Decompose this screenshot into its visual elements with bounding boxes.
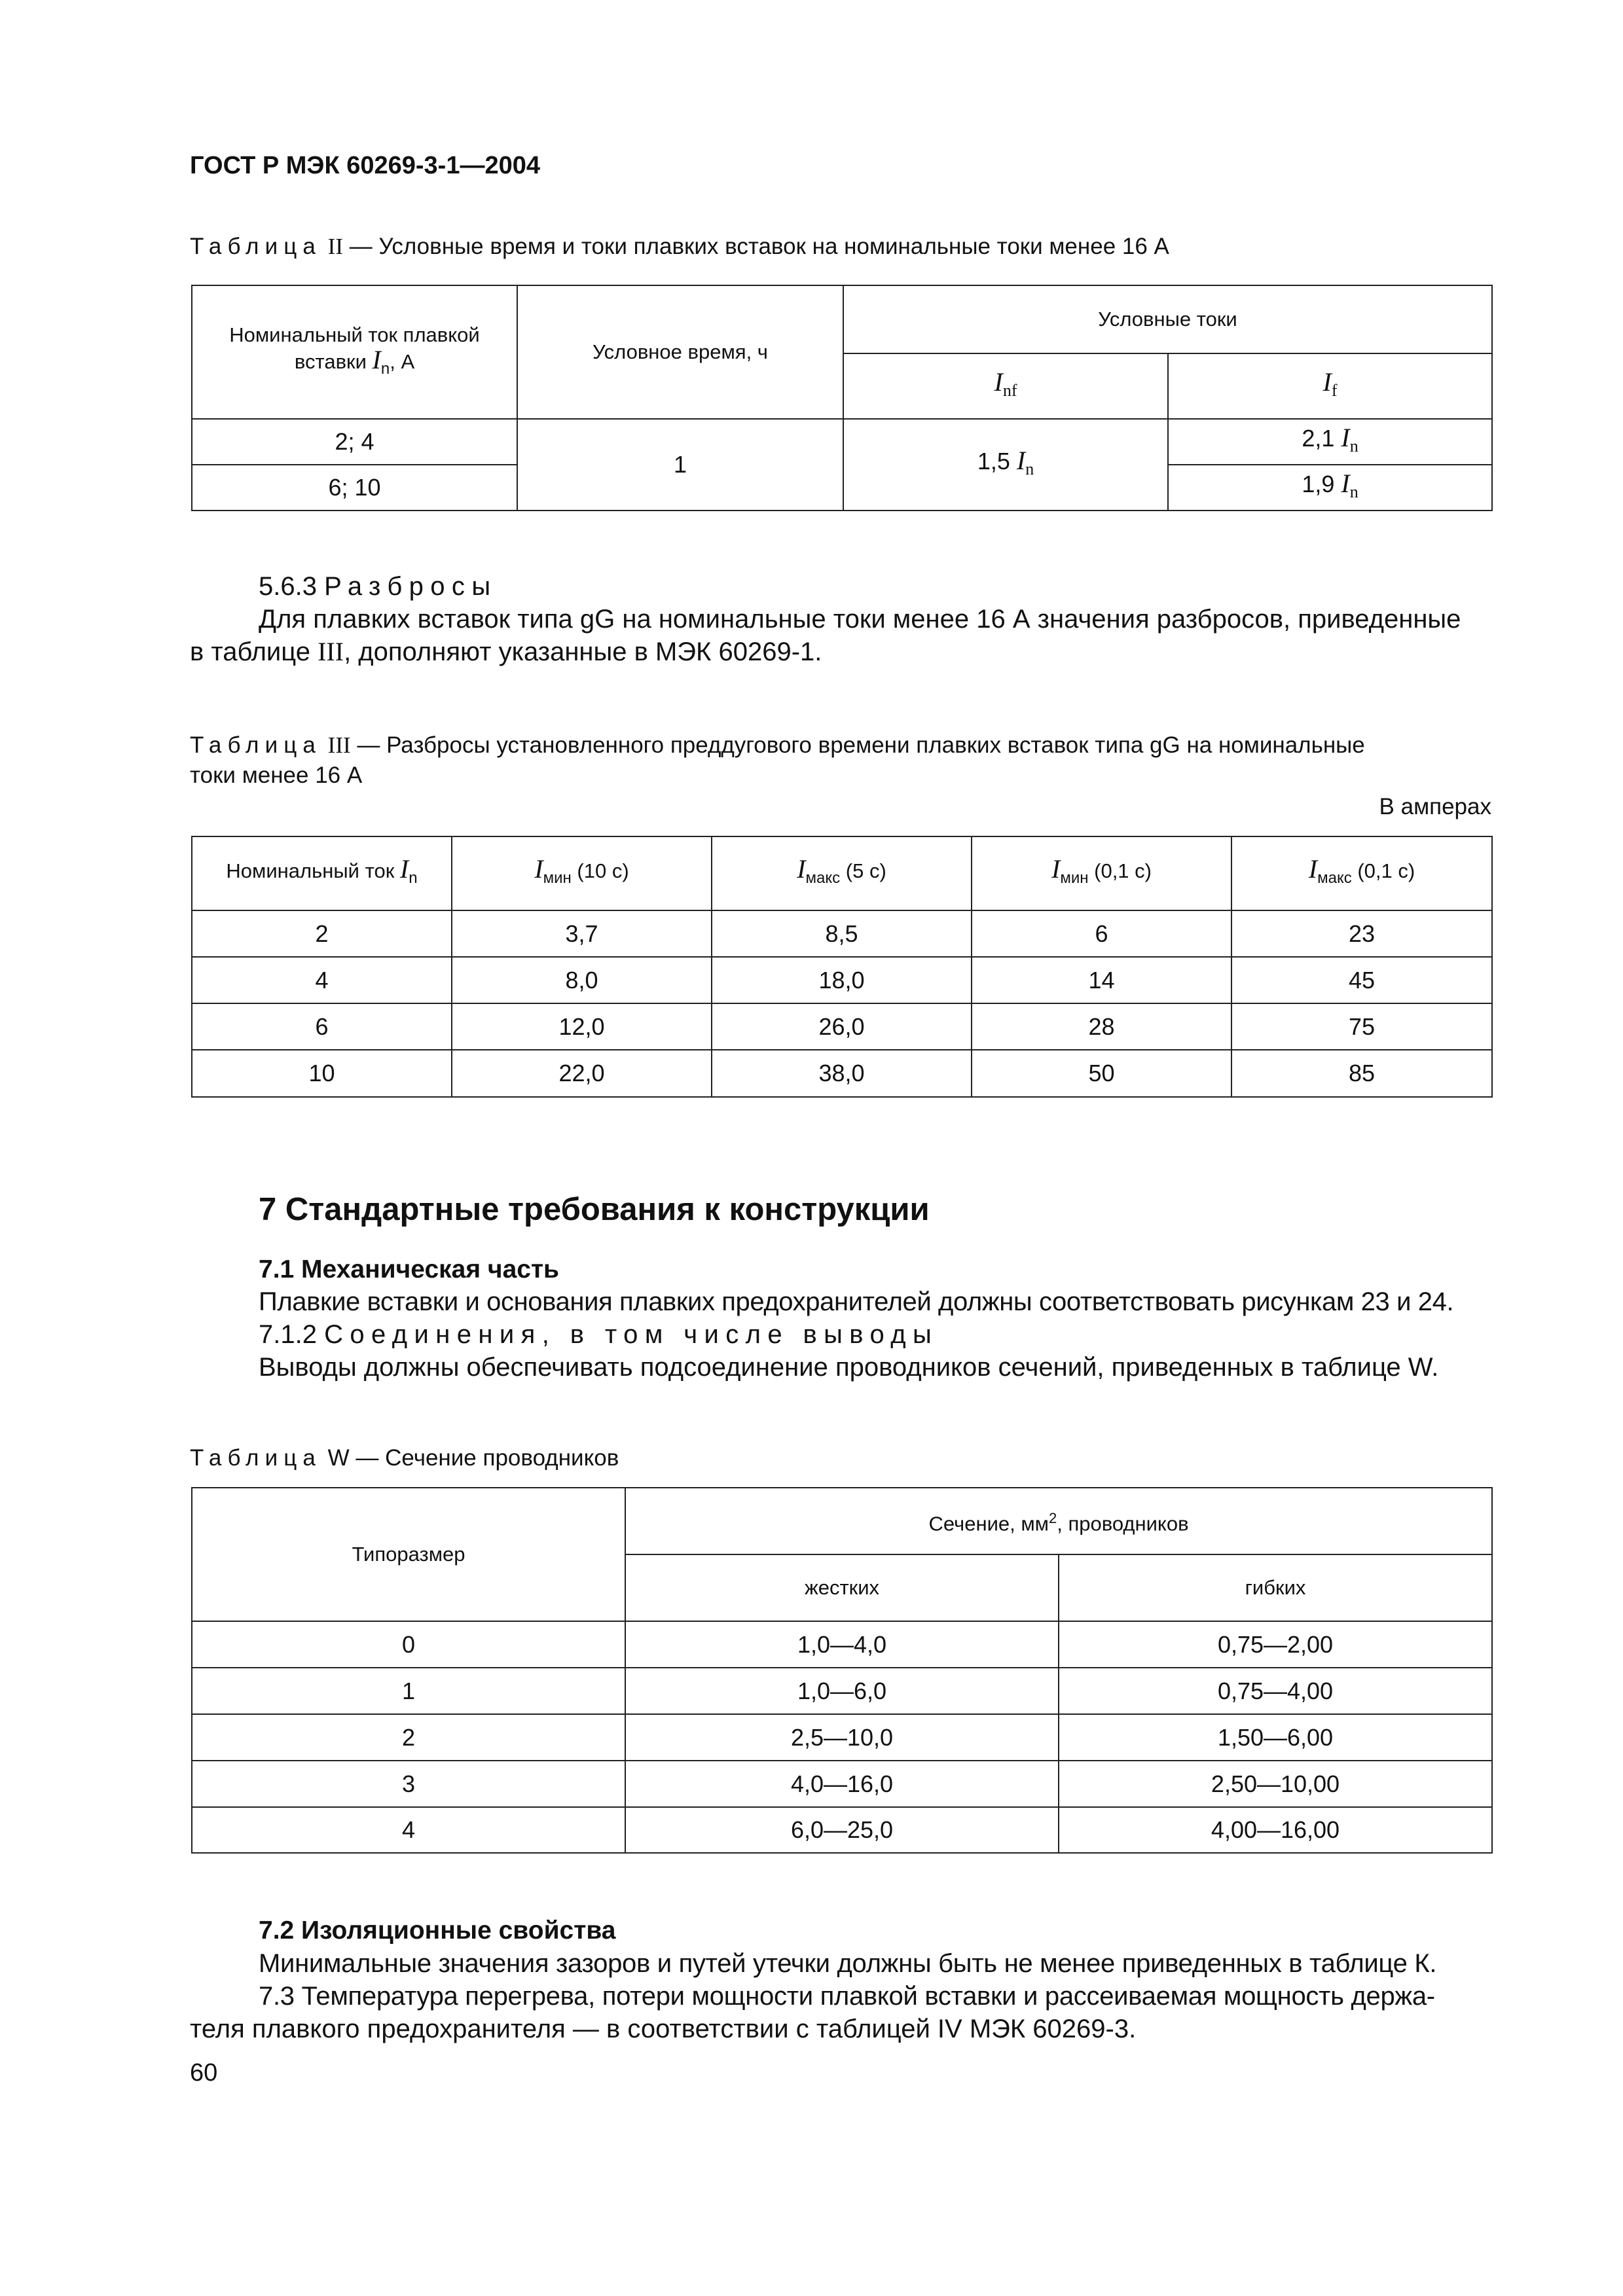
section-7-1-text: Плавкие вставки и основания плавких предохранителей должны соответствовать рисункам 23 и 24. (259, 1287, 1454, 1316)
section-5-6-3-text-line2: в таблице III, дополняют указанные в МЭК 60269-1. (190, 637, 822, 666)
table3-caption: Таблица III — Разбросы установленного преддугового времени плавких вставок типа gG на номинальные (190, 732, 1365, 758)
table-cell: 75 (1231, 1003, 1492, 1050)
table-cell: 2 (192, 1714, 625, 1761)
tableW-header-flexible: гибких (1059, 1554, 1492, 1621)
table2-if-cell: 2,1 $I_n$ (1168, 419, 1492, 465)
table-cell: 0,75—2,00 (1059, 1621, 1492, 1668)
table-cell: 4,00—16,00 (1059, 1807, 1492, 1853)
table2-caption-num: II (327, 234, 343, 259)
tableW-header-size: Типоразмер (192, 1488, 625, 1621)
table-row (192, 1714, 1492, 1761)
table-cell: 26,0 (712, 1003, 972, 1050)
table2-caption-word: Таблица (190, 234, 321, 259)
table-cell: 18,0 (712, 957, 972, 1003)
table2-time-cell: 1 (517, 419, 843, 511)
table-cell: 4 (192, 1807, 625, 1853)
table3-caption-line2: токи менее 16 А (190, 762, 363, 788)
table-cell: 1,0—4,0 (625, 1621, 1059, 1668)
section-7-heading: 7 Стандартные требования к конструкции (259, 1192, 930, 1227)
table-cell: 2,50—10,00 (1059, 1761, 1492, 1807)
table-cell: 0 (192, 1621, 625, 1668)
document-header: ГОСТ Р МЭК 60269-3-1—2004 (190, 152, 540, 179)
section-7-1-heading: 7.1 Механическая часть (259, 1255, 560, 1283)
table-row (192, 957, 1492, 1003)
table3-units: В амперах (1379, 794, 1491, 819)
table2-rating-cell: 2; 4 (192, 419, 517, 465)
table-cell: 28 (972, 1003, 1231, 1050)
table-cell: 3 (192, 1761, 625, 1807)
table-cell: 4,0—16,0 (625, 1761, 1059, 1807)
table-cell: 2 (192, 910, 452, 957)
table2-inf-cell: 1,5 $I_n$ (843, 419, 1168, 511)
table-cell: 10 (192, 1050, 452, 1097)
section-7-1-2-heading: 7.1.2 Соединения, в том числе выводы (259, 1320, 939, 1349)
tableW-header-rigid: жестких (625, 1554, 1059, 1621)
table-cell: 8,5 (712, 910, 972, 957)
table-cell: 8,0 (452, 957, 712, 1003)
table2-if-cell: 1,9 $I_n$ (1168, 465, 1492, 511)
table-row (192, 1668, 1492, 1714)
table-row (192, 1050, 1492, 1097)
section-7-2-heading: 7.2 Изоляционные свойства (259, 1916, 616, 1945)
table2-header-rating: Номинальный ток плавкой вставки $I_n$, А (192, 285, 517, 419)
table2-caption (190, 232, 1169, 262)
table2-header-if: $I_f$ (1168, 353, 1492, 419)
table-row (192, 910, 1492, 957)
table2-header-time: Условное время, ч (517, 285, 843, 419)
table-cell: 45 (1231, 957, 1492, 1003)
section-7-3-text-line2: теля плавкого предохранителя — в соответствии с таблицей IV МЭК 60269-3. (190, 2015, 1137, 2043)
table-cell: 6 (972, 910, 1231, 957)
section-5-6-3-heading: 5.6.3 Разбросы (259, 572, 498, 601)
table2-caption-text: — Условные время и токи плавких вставок на номинальные токи менее 16 А (342, 234, 1169, 259)
table-2 (191, 285, 1493, 511)
table3-header-rating: Номинальный ток $I_n$ (192, 836, 452, 910)
table3-header-imax-01s: $I_{макс}$ (0,1 с) (1231, 836, 1492, 910)
table-cell: 4 (192, 957, 452, 1003)
table-cell: 2,5—10,0 (625, 1714, 1059, 1761)
table-cell: 6,0—25,0 (625, 1807, 1059, 1853)
table3-header-imin-01s: $I_{мин}$ (0,1 с) (972, 836, 1231, 910)
table-cell: 14 (972, 957, 1231, 1003)
table-cell: 1 (192, 1668, 625, 1714)
table3-header-imax-5s: $I_{макс}$ (5 с) (712, 836, 972, 910)
table-cell: 3,7 (452, 910, 712, 957)
section-7-2-text: Минимальные значения зазоров и путей утечки должны быть не менее приведенных в таблице К. (259, 1949, 1437, 1978)
table-cell: 1,50—6,00 (1059, 1714, 1492, 1761)
table-cell: 1,0—6,0 (625, 1668, 1059, 1714)
table2-header-inf: $I_{nf}$ (843, 353, 1168, 419)
table-row (192, 1621, 1492, 1668)
table-cell: 38,0 (712, 1050, 972, 1097)
table2-rating-cell: 6; 10 (192, 465, 517, 511)
table-cell: 85 (1231, 1050, 1492, 1097)
table-cell: 6 (192, 1003, 452, 1050)
tableW-caption: Таблица W — Сечение проводников (190, 1445, 619, 1471)
table-cell: 0,75—4,00 (1059, 1668, 1492, 1714)
section-7-3-text-line1: 7.3 Температура перегрева, потери мощности плавкой вставки и рассеиваемая мощность держа- (259, 1982, 1435, 2011)
table-cell: 12,0 (452, 1003, 712, 1050)
table-row (192, 1003, 1492, 1050)
table-w (191, 1487, 1493, 1854)
tableW-header-section: Сечение, $мм^2$, проводников (625, 1488, 1492, 1554)
table-cell: 22,0 (452, 1050, 712, 1097)
table-cell: 23 (1231, 910, 1492, 957)
table-row (192, 1761, 1492, 1807)
section-5-6-3-text-line1: Для плавких вставок типа gG на номинальные токи менее 16 А значения разбросов, приведенные (259, 605, 1461, 634)
table3-header-imin-10s: $I_{мин}$ (10 с) (452, 836, 712, 910)
table-cell: 50 (972, 1050, 1231, 1097)
table-row (192, 1807, 1492, 1853)
page-number: 60 (190, 2059, 218, 2087)
section-7-1-2-text: Выводы должны обеспечивать подсоединение проводников сечений, приведенных в таблице W. (259, 1353, 1439, 1382)
table2-header-currents: Условные токи (843, 285, 1492, 353)
table-3 (191, 836, 1493, 1098)
